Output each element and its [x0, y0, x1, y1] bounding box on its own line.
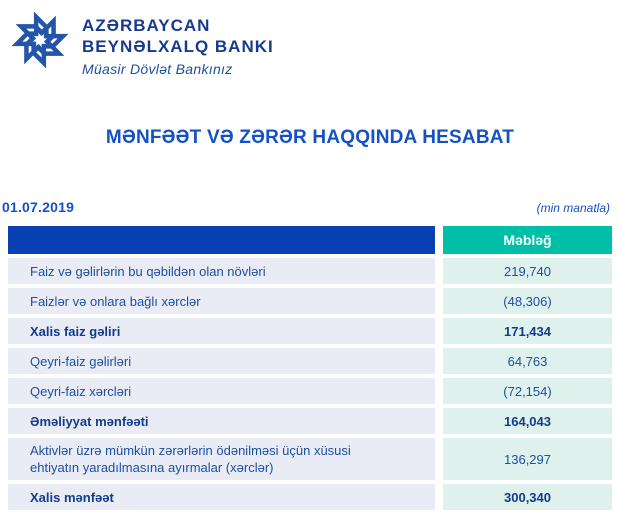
report-date: 01.07.2019 — [2, 199, 75, 215]
row-value: (48,306) — [443, 288, 612, 314]
page-title: MƏNFƏƏT VƏ ZƏRƏR HAQQINDA HESABAT — [105, 127, 515, 148]
report-meta — [2, 199, 610, 215]
table-header-label-cell — [8, 226, 435, 254]
row-value: (72,154) — [443, 378, 612, 404]
row-value: 219,740 — [443, 258, 612, 284]
row-label: Faizlər və onlara bağlı xərclər — [8, 288, 435, 314]
table-header-amount-cell: Məbləğ — [443, 226, 612, 254]
table-row-subtotal — [8, 408, 612, 434]
table-row — [8, 438, 612, 480]
bank-brand — [8, 8, 274, 77]
profit-loss-table — [8, 226, 612, 510]
table-header-row — [8, 226, 612, 254]
table-row-subtotal — [8, 318, 612, 344]
row-label: Aktivlər üzrə mümkün zərərlərin ödənilməsi üçün xüsusi ehtiyatın yaradılmasına ayırmalar (xərclər) — [8, 438, 435, 480]
row-value: 164,043 — [443, 408, 612, 434]
table-row — [8, 378, 612, 404]
table-row — [8, 288, 612, 314]
table-row — [8, 258, 612, 284]
row-value: 136,297 — [443, 438, 612, 480]
row-label: Xalis faiz gəliri — [8, 318, 435, 344]
table-row — [8, 348, 612, 374]
row-label: Qeyri-faiz gəlirləri — [8, 348, 435, 374]
row-value: 64,763 — [443, 348, 612, 374]
row-label: Xalis mənfəət — [8, 484, 435, 510]
row-label: Qeyri-faiz xərcləri — [8, 378, 435, 404]
bank-logo-icon — [8, 8, 72, 72]
bank-name-line1: AZƏRBAYCAN — [82, 16, 211, 35]
row-value: 171,434 — [443, 318, 612, 344]
bank-name-line2: BEYNƏLXALQ BANKI — [82, 37, 274, 56]
bank-tagline: Müasir Dövlət Bankınız — [82, 61, 233, 77]
units-note: (min manatla) — [536, 201, 610, 215]
table-row-total — [8, 484, 612, 510]
row-value: 300,340 — [443, 484, 612, 510]
bank-name-block — [82, 8, 274, 77]
row-label: Faiz və gəlirlərin bu qəbildən olan növləri — [8, 258, 435, 284]
row-label: Əməliyyat mənfəəti — [8, 408, 435, 434]
